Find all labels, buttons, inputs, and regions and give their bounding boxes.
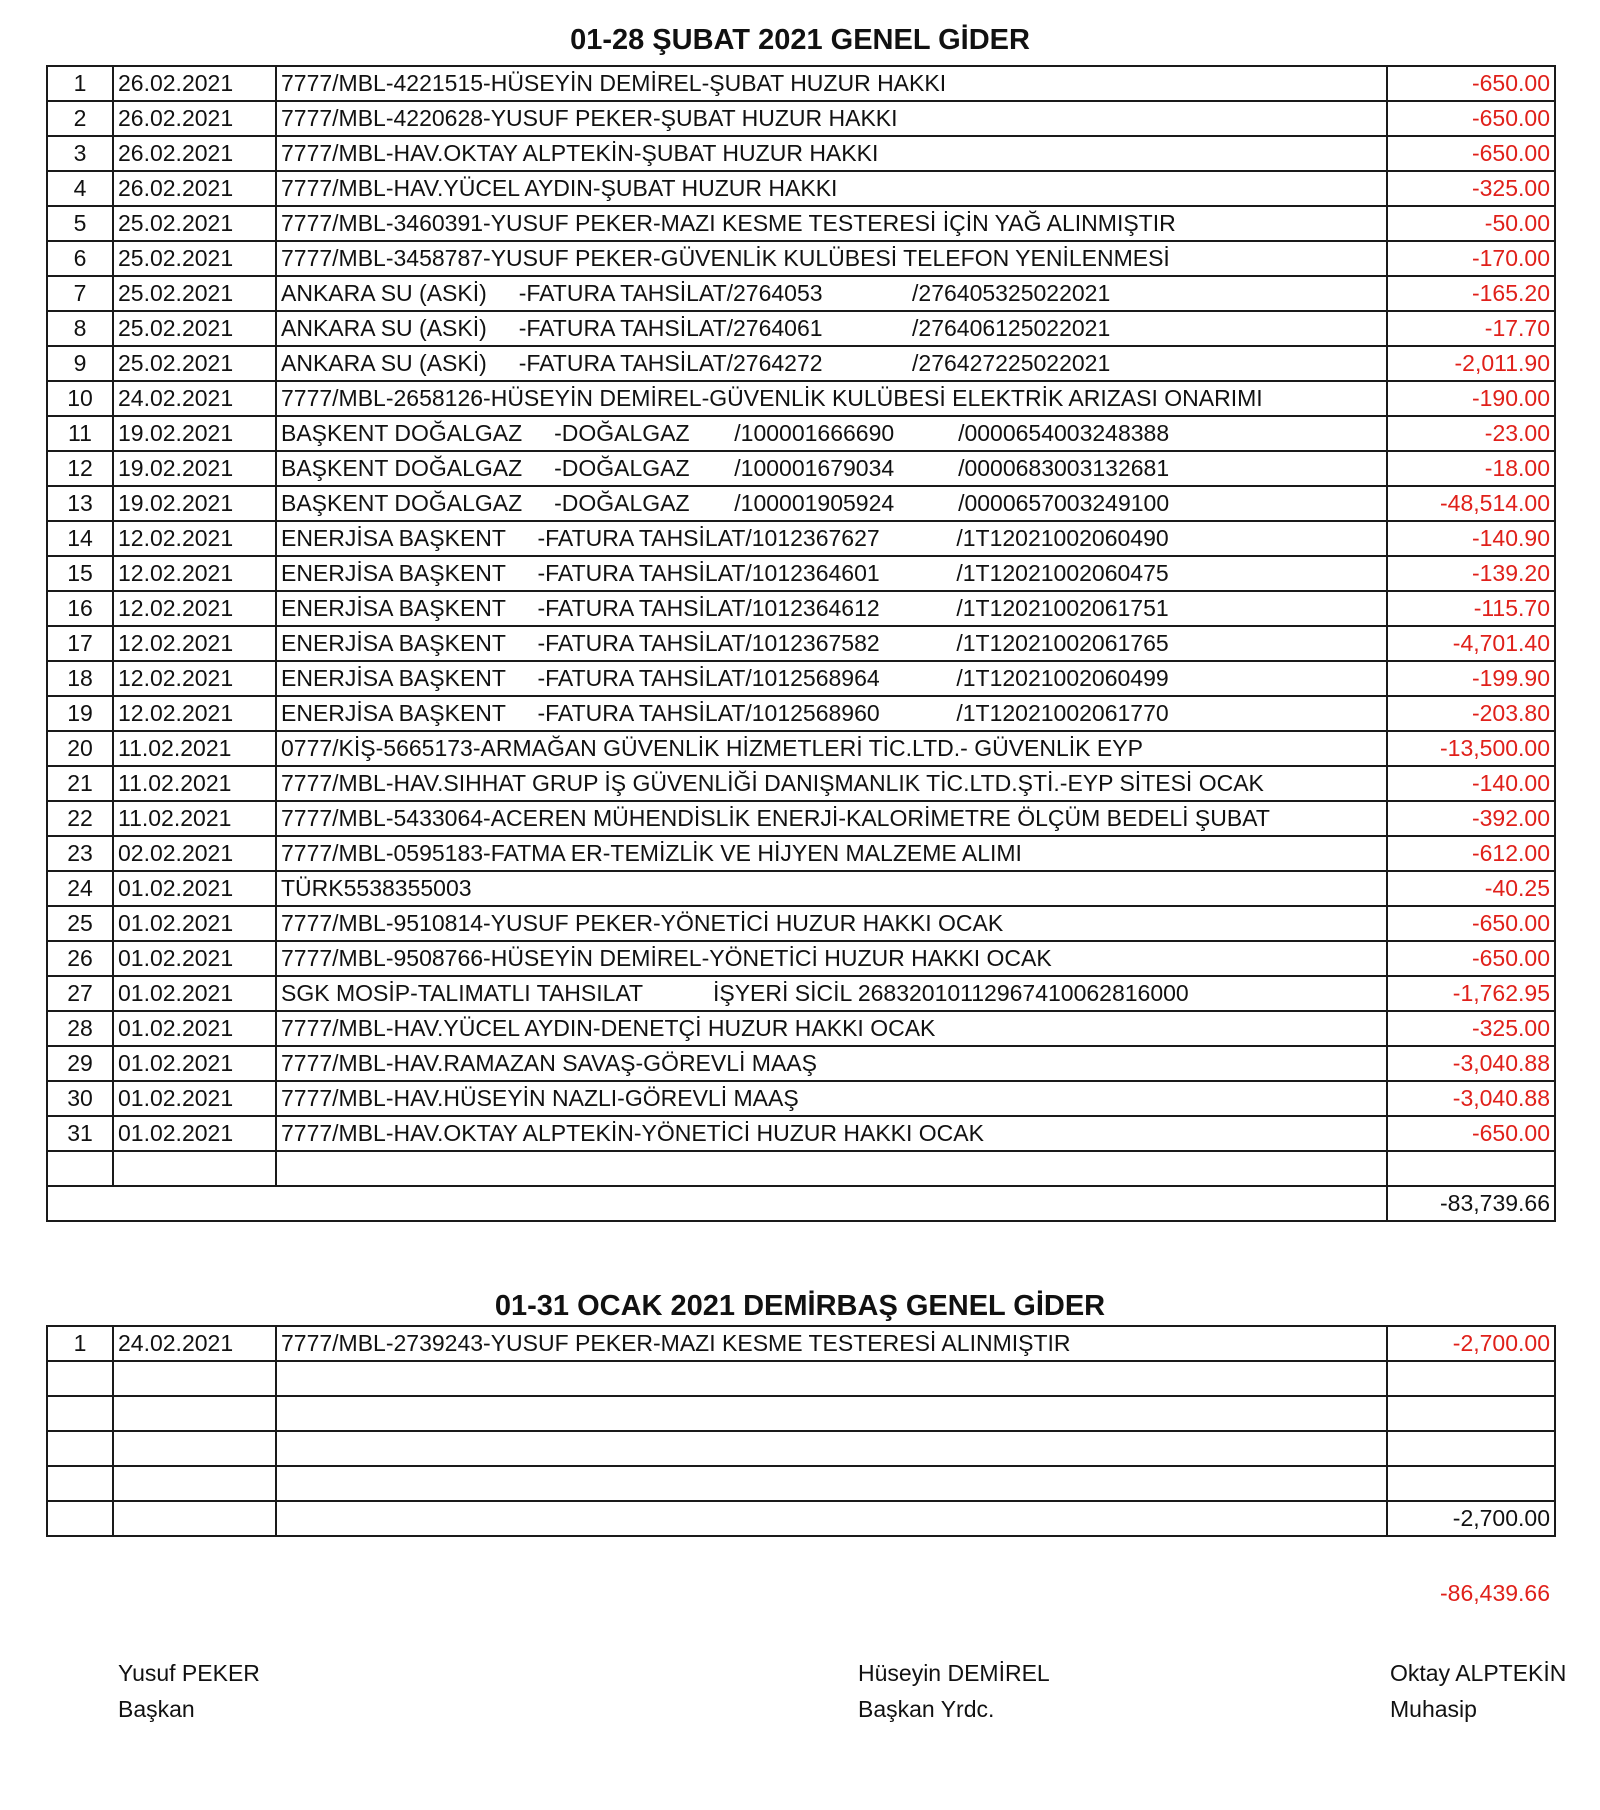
table-row [47, 171, 1555, 206]
row-description: 7777/MBL-4221515-HÜSEYİN DEMİREL-ŞUBAT HUZUR HAKKI [276, 66, 1387, 101]
signature-name: Hüseyin DEMİREL [858, 1660, 1050, 1686]
row-amount: -13,500.00 [1387, 731, 1555, 766]
row-description: 0777/KİŞ-5665173-ARMAĞAN GÜVENLİK HİZMETLERİ TİC.LTD.- GÜVENLİK EYP [276, 731, 1387, 766]
section-2-title: 01-31 OCAK 2021 DEMİRBAŞ GENEL GİDER [494, 1290, 1106, 1322]
row-description [276, 1396, 1387, 1431]
row-number: 3 [47, 136, 113, 171]
row-date: 25.02.2021 [113, 311, 276, 346]
table-row [47, 1081, 1555, 1116]
table-row [47, 276, 1555, 311]
row-date: 12.02.2021 [113, 696, 276, 731]
subtotal-row [47, 1186, 1555, 1221]
row-number: 12 [47, 451, 113, 486]
row-number [47, 1466, 113, 1501]
row-date: 12.02.2021 [113, 591, 276, 626]
section-1-title: 01-28 ŞUBAT 2021 GENEL GİDER [570, 24, 1030, 56]
row-date: 12.02.2021 [113, 521, 276, 556]
table-row [47, 136, 1555, 171]
row-number: 29 [47, 1046, 113, 1081]
row-number: 30 [47, 1081, 113, 1116]
table-row [47, 836, 1555, 871]
row-amount [1387, 1431, 1555, 1466]
row-number: 17 [47, 626, 113, 661]
row-date: 11.02.2021 [113, 801, 276, 836]
row-number: 16 [47, 591, 113, 626]
row-date: 01.02.2021 [113, 906, 276, 941]
table-row [47, 1046, 1555, 1081]
table-row [47, 381, 1555, 416]
row-date: 26.02.2021 [113, 136, 276, 171]
row-amount: -325.00 [1387, 171, 1555, 206]
row-description: 7777/MBL-HAV.OKTAY ALPTEKİN-ŞUBAT HUZUR HAKKI [276, 136, 1387, 171]
row-date: 26.02.2021 [113, 66, 276, 101]
row-number: 26 [47, 941, 113, 976]
row-amount: -17.70 [1387, 311, 1555, 346]
table-row [47, 1011, 1555, 1046]
row-date: 25.02.2021 [113, 346, 276, 381]
row-description: 7777/MBL-HAV.SIHHAT GRUP İŞ GÜVENLİĞİ DANIŞMANLIK TİC.LTD.ŞTİ.-EYP SİTESİ OCAK [276, 766, 1387, 801]
row-amount [1387, 1151, 1555, 1186]
row-number: 28 [47, 1011, 113, 1046]
table-row [47, 486, 1555, 521]
row-date: 25.02.2021 [113, 241, 276, 276]
row-number: 7 [47, 276, 113, 311]
row-date: 11.02.2021 [113, 731, 276, 766]
row-date: 19.02.2021 [113, 451, 276, 486]
subtotal-row [47, 1501, 1555, 1536]
row-number: 8 [47, 311, 113, 346]
table-row [47, 66, 1555, 101]
row-number: 9 [47, 346, 113, 381]
row-number: 18 [47, 661, 113, 696]
general-expense-table [46, 65, 1556, 1222]
row-date: 12.02.2021 [113, 626, 276, 661]
subtotal-spacer [47, 1186, 1387, 1221]
row-amount: -48,514.00 [1387, 486, 1555, 521]
table-row [47, 311, 1555, 346]
row-amount: -3,040.88 [1387, 1081, 1555, 1116]
empty-row [47, 1431, 1555, 1466]
row-date: 01.02.2021 [113, 1046, 276, 1081]
row-description: 7777/MBL-9510814-YUSUF PEKER-YÖNETİCİ HUZUR HAKKI OCAK [276, 906, 1387, 941]
row-description: SGK MOSİP-TALIMATLI TAHSILAT İŞYERİ SİCİL 26832010112967410062816000 [276, 976, 1387, 1011]
row-number: 25 [47, 906, 113, 941]
row-amount: -199.90 [1387, 661, 1555, 696]
table-row [47, 1326, 1555, 1361]
table-row [47, 556, 1555, 591]
row-date: 12.02.2021 [113, 661, 276, 696]
row-description [276, 1466, 1387, 1501]
row-description: TÜRK5538355003 [276, 871, 1387, 906]
row-number: 13 [47, 486, 113, 521]
row-amount: -165.20 [1387, 276, 1555, 311]
row-description: BAŞKENT DOĞALGAZ -DOĞALGAZ /100001666690 /0000654003248388 [276, 416, 1387, 451]
row-amount: -392.00 [1387, 801, 1555, 836]
row-date: 01.02.2021 [113, 1116, 276, 1151]
row-description [276, 1151, 1387, 1186]
row-date [113, 1466, 276, 1501]
row-description: 7777/MBL-4220628-YUSUF PEKER-ŞUBAT HUZUR HAKKI [276, 101, 1387, 136]
row-number: 31 [47, 1116, 113, 1151]
row-description: ENERJİSA BAŞKENT -FATURA TAHSİLAT/1012568964 /1T12021002060499 [276, 661, 1387, 696]
row-description [276, 1431, 1387, 1466]
table-row [47, 451, 1555, 486]
row-number: 19 [47, 696, 113, 731]
row-date [113, 1361, 276, 1396]
row-amount: -115.70 [1387, 591, 1555, 626]
table-row [47, 521, 1555, 556]
general-expense-rows [47, 66, 1555, 1221]
row-amount: -650.00 [1387, 101, 1555, 136]
table-row [47, 696, 1555, 731]
row-number: 24 [47, 871, 113, 906]
table-row [47, 101, 1555, 136]
row-amount: -650.00 [1387, 66, 1555, 101]
table-row [47, 731, 1555, 766]
row-date: 11.02.2021 [113, 766, 276, 801]
row-amount: -4,701.40 [1387, 626, 1555, 661]
row-number: 15 [47, 556, 113, 591]
signature-name: Yusuf PEKER [118, 1660, 260, 1686]
row-number: 5 [47, 206, 113, 241]
row-amount: -170.00 [1387, 241, 1555, 276]
row-amount: -2,700.00 [1387, 1326, 1555, 1361]
signature-block-treasurer [1390, 1655, 1566, 1727]
table-row [47, 241, 1555, 276]
row-description [276, 1361, 1387, 1396]
row-number: 22 [47, 801, 113, 836]
table-row [47, 871, 1555, 906]
empty-row [47, 1151, 1555, 1186]
table-row [47, 661, 1555, 696]
row-description: BAŞKENT DOĞALGAZ -DOĞALGAZ /100001679034 /0000683003132681 [276, 451, 1387, 486]
table-row [47, 346, 1555, 381]
row-description: 7777/MBL-HAV.YÜCEL AYDIN-DENETÇİ HUZUR HAKKI OCAK [276, 1011, 1387, 1046]
signature-block-vice-president [858, 1655, 1050, 1727]
row-description: 7777/MBL-HAV.YÜCEL AYDIN-ŞUBAT HUZUR HAKKI [276, 171, 1387, 206]
empty-row [47, 1466, 1555, 1501]
row-date: 01.02.2021 [113, 1011, 276, 1046]
row-amount [1387, 1396, 1555, 1431]
table-row [47, 591, 1555, 626]
table-row [47, 1116, 1555, 1151]
row-amount: -650.00 [1387, 1116, 1555, 1151]
row-description: ANKARA SU (ASKİ) -FATURA TAHSİLAT/2764053 /276405325022021 [276, 276, 1387, 311]
row-description: 7777/MBL-3460391-YUSUF PEKER-MAZI KESME TESTERESİ İÇİN YAĞ ALINMIŞTIR [276, 206, 1387, 241]
row-date: 26.02.2021 [113, 101, 276, 136]
subtotal-amount: -2,700.00 [1387, 1501, 1555, 1536]
row-amount [1387, 1466, 1555, 1501]
table-row [47, 626, 1555, 661]
fixture-expense-table [46, 1325, 1556, 1537]
row-number: 1 [47, 66, 113, 101]
row-description: 7777/MBL-9508766-HÜSEYİN DEMİREL-YÖNETİCİ HUZUR HAKKI OCAK [276, 941, 1387, 976]
row-date: 01.02.2021 [113, 941, 276, 976]
row-date: 25.02.2021 [113, 206, 276, 241]
row-number: 14 [47, 521, 113, 556]
row-description: ENERJİSA BAŞKENT -FATURA TAHSİLAT/1012364612 /1T12021002061751 [276, 591, 1387, 626]
grand-total: -86,439.66 [1440, 1580, 1550, 1606]
row-description: 7777/MBL-5433064-ACEREN MÜHENDİSLİK ENERJİ-KALORİMETRE ÖLÇÜM BEDELİ ŞUBAT [276, 801, 1387, 836]
row-amount: -612.00 [1387, 836, 1555, 871]
row-number: 4 [47, 171, 113, 206]
row-amount: -190.00 [1387, 381, 1555, 416]
row-amount [1387, 1361, 1555, 1396]
signature-block-president [118, 1655, 260, 1727]
signature-role: Başkan Yrdc. [858, 1696, 995, 1722]
row-amount: -3,040.88 [1387, 1046, 1555, 1081]
row-description: ENERJİSA BAŞKENT -FATURA TAHSİLAT/1012568960 /1T12021002061770 [276, 696, 1387, 731]
row-date: 01.02.2021 [113, 1081, 276, 1116]
row-number: 27 [47, 976, 113, 1011]
table-row [47, 941, 1555, 976]
row-description: 7777/MBL-2739243-YUSUF PEKER-MAZI KESME TESTERESİ ALINMIŞTIR [276, 1326, 1387, 1361]
row-date: 26.02.2021 [113, 171, 276, 206]
row-date: 01.02.2021 [113, 871, 276, 906]
row-date [113, 1396, 276, 1431]
row-amount: -40.25 [1387, 871, 1555, 906]
empty-row [47, 1396, 1555, 1431]
row-date: 19.02.2021 [113, 416, 276, 451]
row-date: 24.02.2021 [113, 1326, 276, 1361]
signature-role: Başkan [118, 1696, 195, 1722]
row-date: 19.02.2021 [113, 486, 276, 521]
subtotal-amount: -83,739.66 [1387, 1186, 1555, 1221]
row-amount: -139.20 [1387, 556, 1555, 591]
row-description: BAŞKENT DOĞALGAZ -DOĞALGAZ /100001905924 /0000657003249100 [276, 486, 1387, 521]
row-description: 7777/MBL-HAV.RAMAZAN SAVAŞ-GÖREVLİ MAAŞ [276, 1046, 1387, 1081]
row-amount: -140.00 [1387, 766, 1555, 801]
row-description [276, 1501, 1387, 1536]
row-date: 24.02.2021 [113, 381, 276, 416]
row-date: 01.02.2021 [113, 976, 276, 1011]
row-number: 23 [47, 836, 113, 871]
row-date [113, 1151, 276, 1186]
row-number [47, 1151, 113, 1186]
row-number: 10 [47, 381, 113, 416]
table-row [47, 416, 1555, 451]
table-row [47, 976, 1555, 1011]
row-amount: -2,011.90 [1387, 346, 1555, 381]
row-amount: -203.80 [1387, 696, 1555, 731]
row-date: 25.02.2021 [113, 276, 276, 311]
table-row [47, 206, 1555, 241]
row-description: ANKARA SU (ASKİ) -FATURA TAHSİLAT/2764272 /276427225022021 [276, 346, 1387, 381]
row-description: ENERJİSA BAŞKENT -FATURA TAHSİLAT/1012364601 /1T12021002060475 [276, 556, 1387, 591]
row-number: 6 [47, 241, 113, 276]
row-number [47, 1431, 113, 1466]
signature-role: Muhasip [1390, 1696, 1477, 1722]
table-row [47, 801, 1555, 836]
row-amount: -325.00 [1387, 1011, 1555, 1046]
row-date: 02.02.2021 [113, 836, 276, 871]
table-row [47, 906, 1555, 941]
empty-row [47, 1361, 1555, 1396]
row-amount: -23.00 [1387, 416, 1555, 451]
row-date [113, 1501, 276, 1536]
row-date [113, 1431, 276, 1466]
row-description: ENERJİSA BAŞKENT -FATURA TAHSİLAT/1012367582 /1T12021002061765 [276, 626, 1387, 661]
row-description: 7777/MBL-2658126-HÜSEYİN DEMİREL-GÜVENLİK KULÜBESİ ELEKTRİK ARIZASI ONARIMI [276, 381, 1387, 416]
row-description: 7777/MBL-HAV.HÜSEYİN NAZLI-GÖREVLİ MAAŞ [276, 1081, 1387, 1116]
row-amount: -1,762.95 [1387, 976, 1555, 1011]
row-description: ENERJİSA BAŞKENT -FATURA TAHSİLAT/1012367627 /1T12021002060490 [276, 521, 1387, 556]
row-date: 12.02.2021 [113, 556, 276, 591]
row-amount: -650.00 [1387, 136, 1555, 171]
table-row [47, 766, 1555, 801]
row-number: 20 [47, 731, 113, 766]
row-amount: -140.90 [1387, 521, 1555, 556]
row-number: 11 [47, 416, 113, 451]
row-amount: -18.00 [1387, 451, 1555, 486]
row-number: 21 [47, 766, 113, 801]
row-amount: -650.00 [1387, 906, 1555, 941]
row-description: ANKARA SU (ASKİ) -FATURA TAHSİLAT/2764061 /276406125022021 [276, 311, 1387, 346]
row-amount: -650.00 [1387, 941, 1555, 976]
row-description: 7777/MBL-3458787-YUSUF PEKER-GÜVENLİK KULÜBESİ TELEFON YENİLENMESİ [276, 241, 1387, 276]
row-number: 1 [47, 1326, 113, 1361]
row-amount: -50.00 [1387, 206, 1555, 241]
row-number [47, 1396, 113, 1431]
row-number [47, 1361, 113, 1396]
row-description: 7777/MBL-0595183-FATMA ER-TEMİZLİK VE HİJYEN MALZEME ALIMI [276, 836, 1387, 871]
row-number: 2 [47, 101, 113, 136]
fixture-expense-rows [47, 1326, 1555, 1536]
row-description: 7777/MBL-HAV.OKTAY ALPTEKİN-YÖNETİCİ HUZUR HAKKI OCAK [276, 1116, 1387, 1151]
subtotal-spacer [47, 1501, 113, 1536]
signature-name: Oktay ALPTEKİN [1390, 1660, 1567, 1686]
